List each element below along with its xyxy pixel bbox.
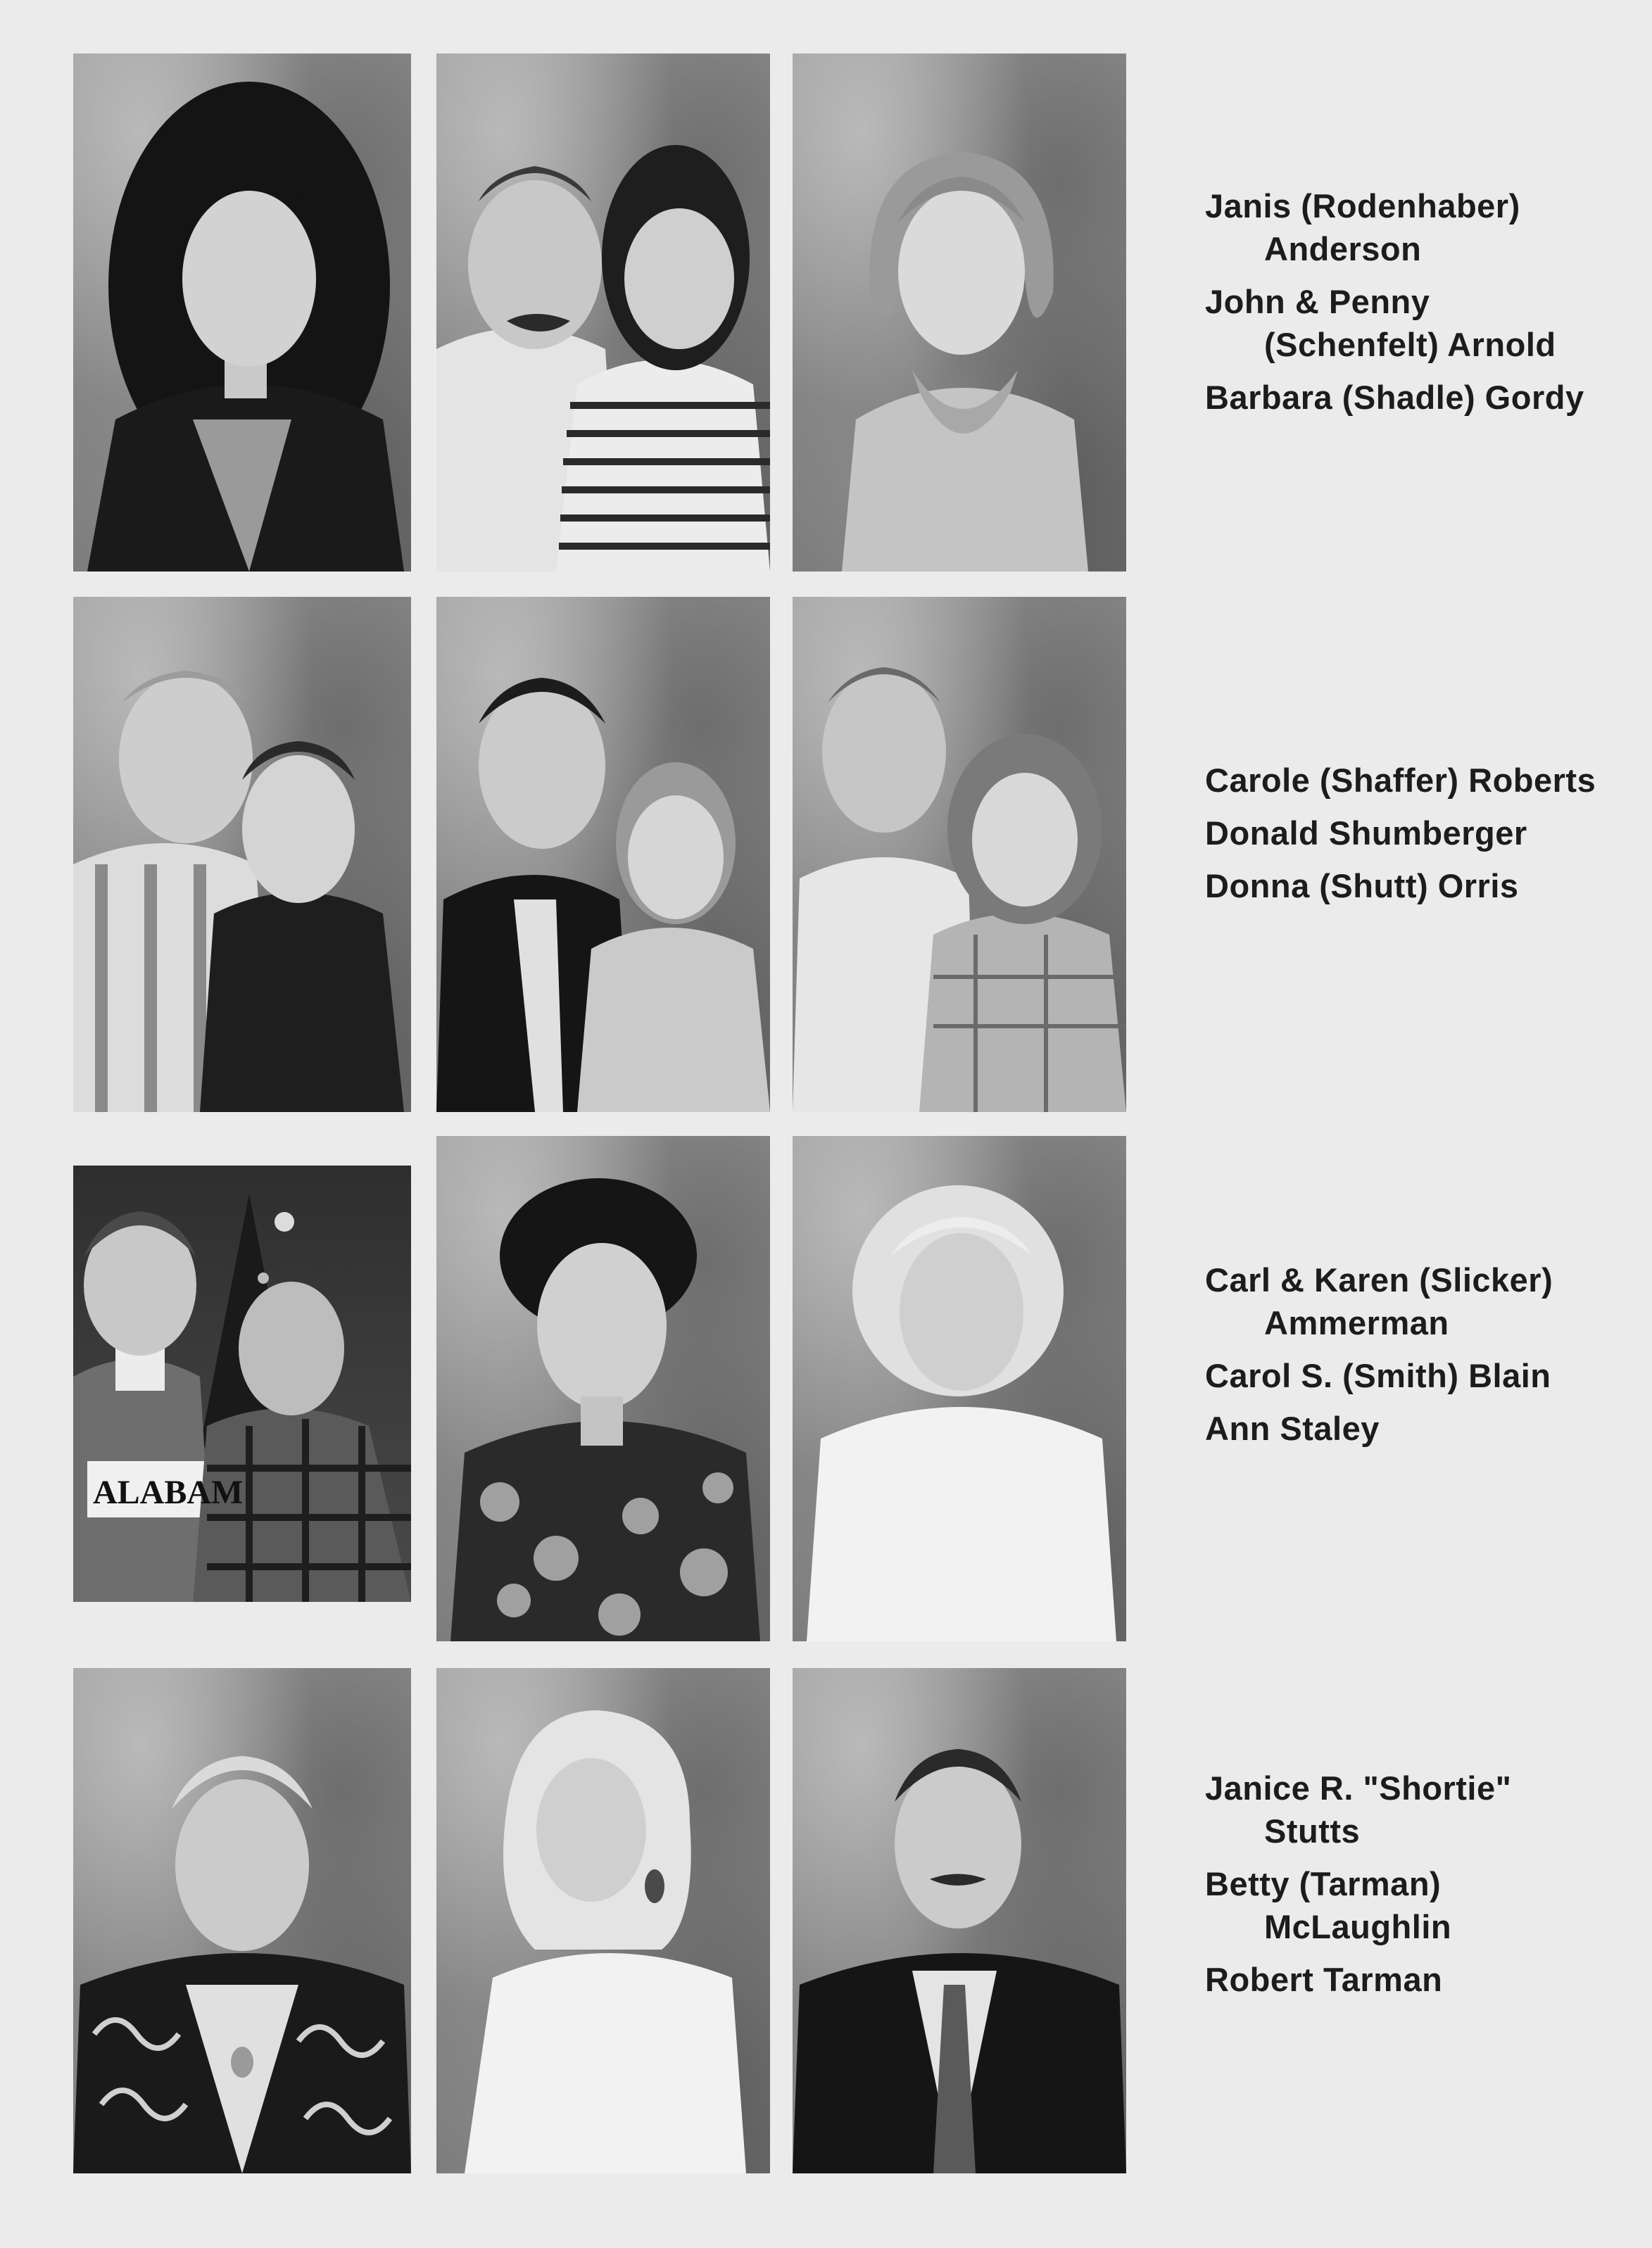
- name-entry: [1205, 1767, 1511, 1852]
- photo-ann-staley: [793, 1136, 1126, 1641]
- name-line: Carl & Karen (Slicker): [1205, 1261, 1553, 1299]
- name-line-continued: Anderson: [1264, 230, 1422, 267]
- name-entry: [1205, 1958, 1511, 2001]
- name-line: Robert Tarman: [1205, 1961, 1443, 1998]
- name-entry: [1205, 1354, 1553, 1397]
- name-line: Donna (Shutt) Orris: [1205, 867, 1519, 904]
- name-entry: [1205, 812, 1596, 854]
- name-entry: [1205, 280, 1584, 366]
- caption-row-2: [1205, 759, 1596, 917]
- name-line-continued: (Schenfelt) Arnold: [1264, 326, 1556, 363]
- name-line: John & Penny: [1205, 283, 1430, 320]
- photo-donald-shumberger: [436, 597, 770, 1112]
- name-line-continued: Ammerman: [1264, 1304, 1449, 1341]
- photo-carol-blain: [436, 1136, 770, 1641]
- name-line: Barbara (Shadle) Gordy: [1205, 379, 1584, 416]
- photo-robert-tarman: [793, 1668, 1126, 2173]
- name-entry: [1205, 1862, 1511, 1948]
- name-entry: [1205, 759, 1596, 802]
- name-entry: [1205, 376, 1584, 419]
- photo-barbara-gordy: [793, 53, 1126, 572]
- name-entry: [1205, 1258, 1553, 1344]
- name-line: Janice R. "Shortie": [1205, 1769, 1512, 1807]
- name-line: Carol S. (Smith) Blain: [1205, 1357, 1551, 1394]
- photo-carl-karen-ammerman: [73, 1166, 411, 1602]
- name-line: Donald Shumberger: [1205, 814, 1527, 852]
- name-line: Betty (Tarman): [1205, 1865, 1442, 1902]
- caption-row-1: [1205, 184, 1584, 429]
- name-line-continued: Stutts: [1264, 1812, 1361, 1850]
- caption-row-4: [1205, 1767, 1511, 2011]
- name-entry: [1205, 1407, 1553, 1450]
- photo-john-penny-arnold: [436, 53, 770, 572]
- name-line: Carole (Shaffer) Roberts: [1205, 762, 1596, 799]
- photo-carole-roberts: [73, 597, 411, 1112]
- name-line: Janis (Rodenhaber): [1205, 187, 1520, 225]
- name-entry: [1205, 184, 1584, 270]
- caption-row-3: [1205, 1258, 1553, 1460]
- name-entry: [1205, 864, 1596, 907]
- sweatshirt-text: ALABAM: [93, 1474, 244, 1511]
- photo-betty-mclaughlin: [436, 1668, 770, 2173]
- photo-donna-orris: [793, 597, 1126, 1112]
- photo-janice-stutts: [73, 1668, 411, 2173]
- photo-janis-anderson: [73, 53, 411, 572]
- name-line-continued: McLaughlin: [1264, 1908, 1452, 1945]
- name-line: Ann Staley: [1205, 1410, 1380, 1447]
